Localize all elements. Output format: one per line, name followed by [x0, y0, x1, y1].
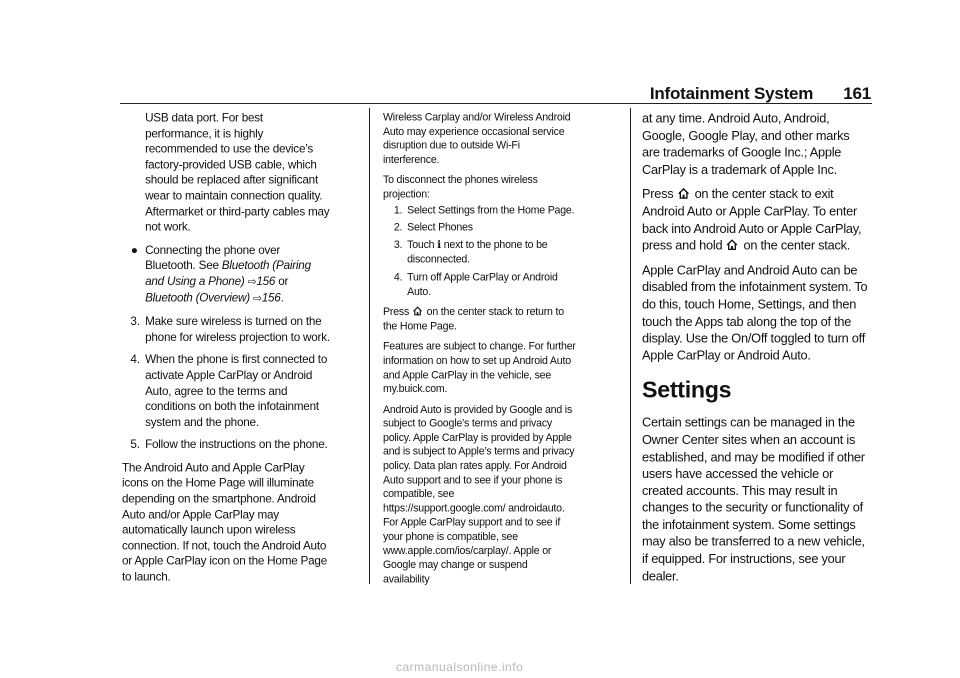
list-item: 2. Select Phones: [393, 220, 473, 234]
list-item: 3. Make sure wireless is turned on the phone for wireless projection to work.: [130, 314, 330, 344]
features-paragraph: Features are subject to change. For further information on how to set up Android Auto and Apple CarPlay in the vehicle, see my.buick.com.: [383, 340, 576, 395]
list-item: 3. Touch i next to the phone to be disconnected.: [393, 238, 548, 266]
disable-paragraph: Apple CarPlay and Android Auto can be disabled from the infotainment system. To do this, touch Home, Settings, and then touch the Apps tab along the top of the display. Use the On/Off toggled to turn off Apple CarPlay or Android Auto.: [642, 262, 868, 363]
column-divider: [369, 108, 370, 584]
list-item: 1. Select Settings from the Home Page.: [393, 203, 575, 216]
exit-paragraph: Press on the center stack to exit Android Auto or Apple CarPlay. To enter back into Android Auto or Apple CarPlay, press and hold on the center stack.: [642, 186, 862, 253]
bullet-icon: ●: [130, 242, 138, 257]
page-header: [0, 84, 871, 104]
page-ref-arrow-icon: ⇨: [252, 291, 262, 304]
info-icon: i: [437, 239, 441, 252]
page-ref-1[interactable]: 156: [256, 274, 276, 288]
bluetooth-bullet: ● Connecting the phone over Bluetooth. See Bluetooth (Pairing and Using a Phone) ⇨156 or Bluetooth (Overview) ⇨156.: [130, 242, 311, 304]
column-3: [642, 110, 870, 592]
trademark-paragraph: at any time. Android Auto, Android, Google, Google Play, and other marks are trademarks of Google Inc.; Apple CarPlay is a trademark of Apple Inc.: [642, 110, 850, 177]
section-title: Infotainment System: [649, 84, 814, 103]
column-divider: [630, 108, 631, 584]
header-rule: [120, 103, 872, 104]
column-2: [383, 110, 576, 592]
list-item: 4. Turn off Apple CarPlay or Android Auto.: [393, 270, 558, 297]
home-icon: [413, 306, 423, 316]
press-home-paragraph: Press on the center stack to return to the Home Page.: [383, 305, 564, 332]
settings-paragraph: Certain settings can be managed in the Owner Center sites when an account is established, and may be modified if other users have accessed the vehicle or created accounts. This may result in changes to the security or functionality of the infotainment system. Some settings may also be transferred to a new vehicle, if equipped. For instructions, see your dealer.: [642, 415, 865, 583]
interference-paragraph: Wireless Carplay and/or Wireless Android Auto may experience occasional service disruption due to outside Wi-Fi interference.: [383, 110, 571, 166]
settings-heading: Settings: [642, 377, 732, 404]
link-bluetooth-pairing[interactable]: Bluetooth (Pairing and Using a Phone): [145, 258, 311, 288]
list-item: 5. Follow the instructions on the phone.: [130, 437, 328, 452]
provider-paragraph: Android Auto is provided by Google and is subject to Google’s terms and privacy policy. Apple CarPlay is provided by Apple and is subject to Apple’s terms and privacy policy. Data plan rates apply. For Android Auto support and to see if your phone is compatible, see https://support.google.com/ androidauto. For Apple CarPlay support and to see if your phone is compatible, see www.apple.com/ios/carplay/. Apple or Google may change or suspend availability: [383, 402, 575, 585]
page-number: 161: [843, 84, 871, 103]
page-ref-2[interactable]: 156: [261, 290, 281, 304]
page-ref-arrow-icon: ⇨: [247, 275, 257, 288]
list-item: 4. When the phone is first connected to activate Apple CarPlay or Android Auto, agree to the terms and conditions on both the infotainment system and the phone.: [130, 352, 328, 429]
link-bluetooth-overview[interactable]: Bluetooth (Overview): [145, 290, 250, 304]
icons-paragraph: The Android Auto and Apple CarPlay icons on the Home Page will illuminate depending on the smartphone. Android Auto and/or Apple CarPlay may automatically launch upon wireless connection. If not, touch the Android Auto or Apple CarPlay icon on the Home Page to launch.: [122, 460, 328, 584]
watermark: carmanualsonline.info: [396, 660, 524, 674]
disconnect-intro: To disconnect the phones wireless projection:: [383, 173, 538, 200]
usb-continuation: USB data port. For best performance, it is highly recommended to use the device’s factory-provided USB cable, which should be replaced after significant wear to maintain connection quality. Aftermarket or third-party cables may not work.: [145, 110, 330, 234]
home-icon: [678, 188, 690, 200]
home-icon: [727, 239, 739, 251]
column-1: [122, 110, 331, 592]
